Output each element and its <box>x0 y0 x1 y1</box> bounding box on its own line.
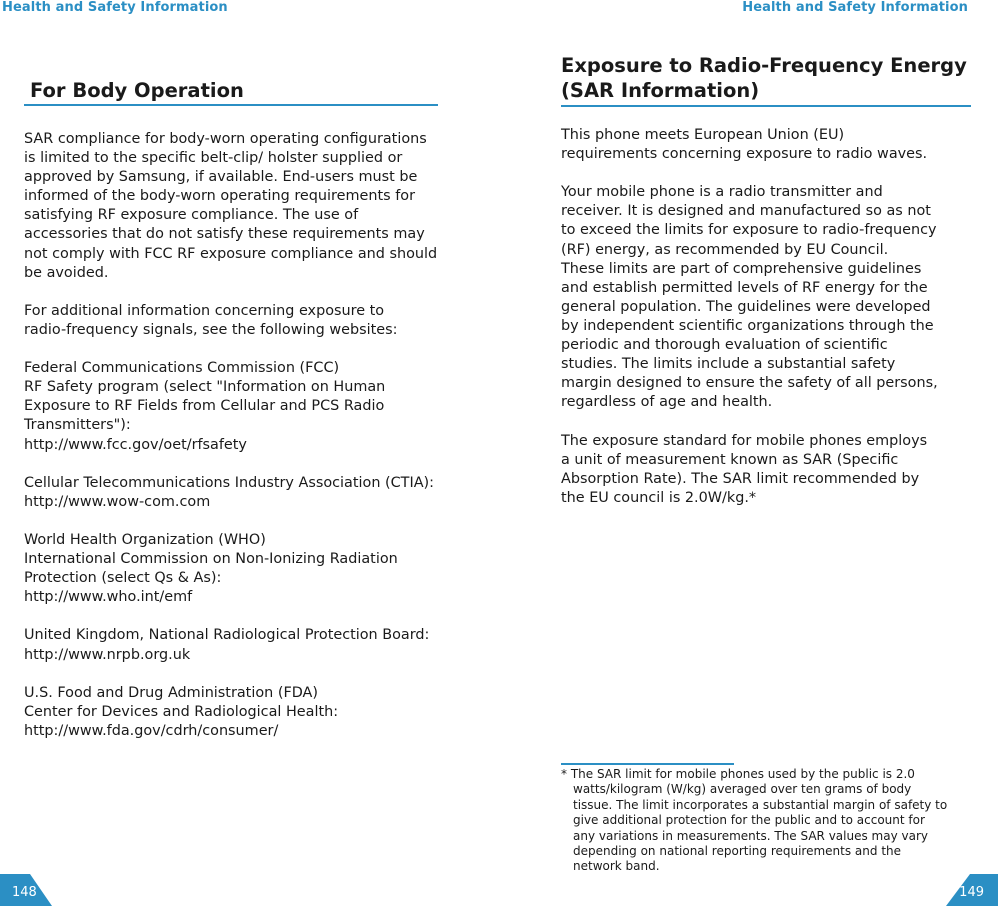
paragraph-gap <box>561 164 938 183</box>
left-body-line: approved by Samsung, if available. End-users must be <box>24 169 418 186</box>
right-body-line: regardless of age and health. <box>561 394 773 411</box>
left-body-line: Center for Devices and Radiological Health: <box>24 703 339 720</box>
right-body-line: margin designed to ensure the safety of all persons, <box>561 375 938 392</box>
right-title-line-2: (SAR Information) <box>561 79 760 102</box>
paragraph-gap <box>24 665 437 684</box>
left-body-line: Protection (select Qs & As): <box>24 570 222 587</box>
right-running-head: Health and Safety Information <box>742 0 968 15</box>
right-body-line: Your mobile phone is a radio transmitter and <box>561 184 883 201</box>
left-body-line: U.S. Food and Drug Administration (FDA) <box>24 684 319 701</box>
left-body-line: http://www.fcc.gov/oet/rfsafety <box>24 436 247 453</box>
footnote-line: give additional protection for the public and to account for <box>573 813 925 828</box>
left-body-line: is limited to the specific belt-clip/ holster supplied or <box>24 150 403 167</box>
left-body-line: http://www.fda.gov/cdrh/consumer/ <box>24 722 279 739</box>
right-body-line: studies. The limits include a substantial safety <box>561 356 896 373</box>
left-body-line: be avoided. <box>24 264 109 281</box>
right-body-line: The exposure standard for mobile phones employs <box>561 432 928 449</box>
left-body-line: not comply with FCC RF exposure compliance and should <box>24 245 438 262</box>
right-body-line: This phone meets European Union (EU) <box>561 127 845 143</box>
paragraph-gap <box>24 607 437 626</box>
right-page-title <box>561 53 967 103</box>
left-body-line: radio-frequency signals, see the following websites: <box>24 321 398 338</box>
left-body-line: http://www.wow-com.com <box>24 493 211 510</box>
paragraph-gap <box>24 455 437 474</box>
right-body-line: to exceed the limits for exposure to radio-frequency <box>561 222 937 239</box>
right-body-line: periodic and thorough evaluation of scientific <box>561 337 888 354</box>
footnote-line: watts/kilogram (W/kg) averaged over ten grams of body <box>573 782 912 797</box>
right-body-line: the EU council is 2.0W/kg.* <box>561 489 757 506</box>
paragraph-gap <box>24 283 437 302</box>
paragraph-gap <box>24 512 437 531</box>
footnote <box>561 767 947 875</box>
left-body-text <box>24 130 437 741</box>
footnote-line: depending on national reporting requirements and the <box>573 844 902 859</box>
footnote-line: any variations in measurements. The SAR values may vary <box>573 828 928 843</box>
left-title-rule <box>24 104 438 106</box>
left-body-line: RF Safety program (select "Information on Human <box>24 379 386 396</box>
footnote-line: tissue. The limit incorporates a substantial margin of safety to <box>573 797 948 812</box>
left-body-line: Cellular Telecommunications Industry Association (CTIA): <box>24 474 435 491</box>
right-body-line: and establish permitted levels of RF energy for the <box>561 279 928 296</box>
right-title-line-1: Exposure to Radio-Frequency Energy <box>561 54 967 77</box>
right-body-line: general population. The guidelines were developed <box>561 298 931 315</box>
left-body-line: Exposure to RF Fields from Cellular and PCS Radio <box>24 398 385 415</box>
left-body-line: International Commission on Non-Ionizing Radiation <box>24 551 398 568</box>
footnote-line: * The SAR limit for mobile phones used by the public is 2.0 <box>561 767 915 781</box>
paragraph-gap <box>24 340 437 359</box>
left-body-line: satisfying RF exposure compliance. The use of <box>24 207 359 224</box>
right-title-rule <box>561 105 971 107</box>
right-body-text <box>561 126 938 508</box>
right-body-line: requirements concerning exposure to radio waves. <box>561 146 928 163</box>
left-running-head: Health and Safety Information <box>2 0 228 15</box>
left-body-line: informed of the body-worn operating requirements for <box>24 188 415 205</box>
paragraph-gap <box>561 412 938 431</box>
left-body-line: For additional information concerning exposure to <box>24 302 385 319</box>
left-body-line: Transmitters"): <box>24 417 131 434</box>
left-body-line: SAR compliance for body-worn operating configurations <box>24 131 427 147</box>
left-page-title: For Body Operation <box>30 79 244 102</box>
right-body-line: Absorption Rate). The SAR limit recommended by <box>561 470 920 487</box>
left-body-line: accessories that do not satisfy these requirements may <box>24 226 425 243</box>
left-body-line: http://www.nrpb.org.uk <box>24 646 191 663</box>
left-body-line: United Kingdom, National Radiological Protection Board: <box>24 627 430 644</box>
footnote-rule <box>561 763 734 765</box>
right-body-line: by independent scientific organizations through the <box>561 317 934 334</box>
right-body-line: (RF) energy, as recommended by EU Council. <box>561 241 889 258</box>
left-body-line: World Health Organization (WHO) <box>24 531 266 548</box>
left-body-line: Federal Communications Commission (FCC) <box>24 360 340 377</box>
left-page-number: 148 <box>12 885 37 900</box>
right-page-number: 149 <box>959 885 984 900</box>
footnote-line: network band. <box>573 859 660 874</box>
right-body-line: These limits are part of comprehensive guidelines <box>561 260 922 277</box>
right-body-line: a unit of measurement known as SAR (Specific <box>561 451 899 468</box>
left-body-line: http://www.who.int/emf <box>24 589 193 606</box>
right-body-line: receiver. It is designed and manufactured so as not <box>561 203 931 220</box>
